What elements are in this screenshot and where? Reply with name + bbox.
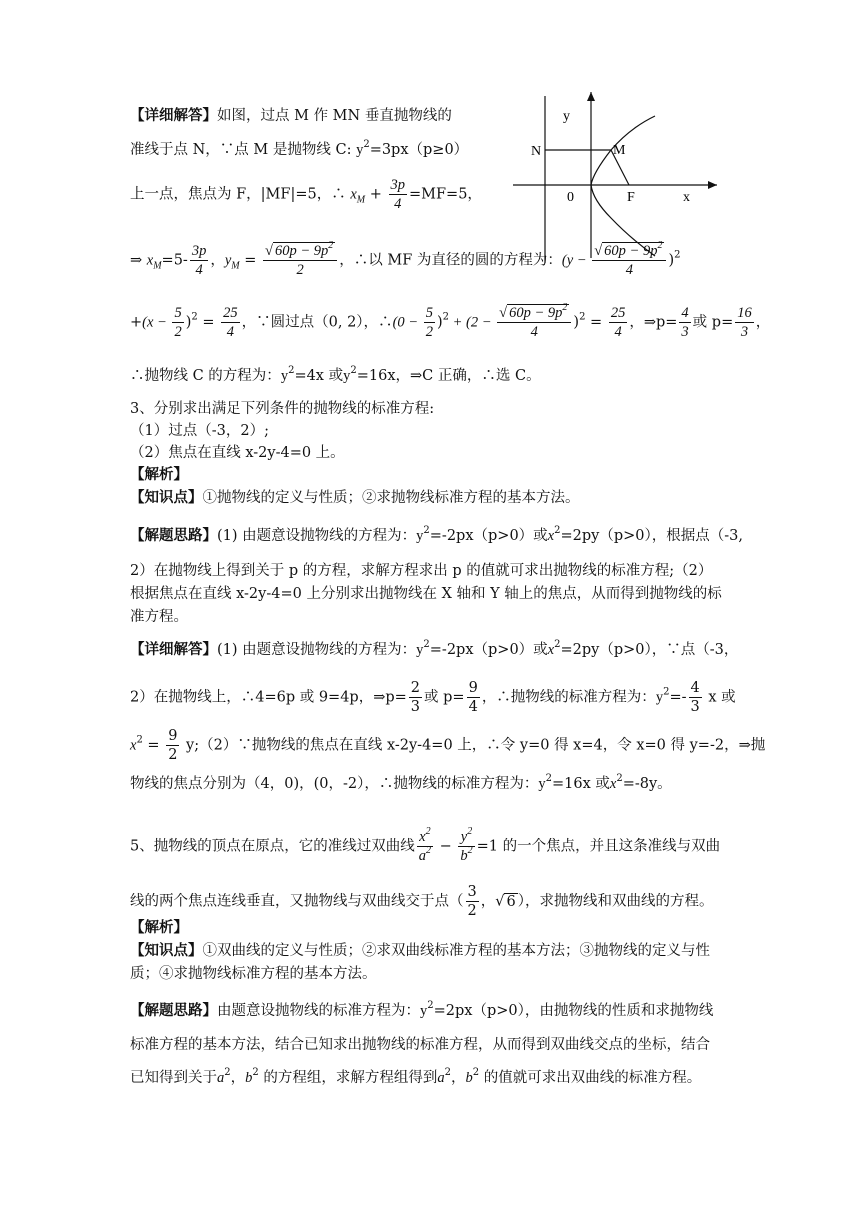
text-span: − [434,838,457,855]
text-span: = [585,314,607,331]
text-span: + [365,186,387,203]
superscript: 2 [252,1067,259,1078]
text-span: =- [669,689,687,706]
subscript: M [356,194,366,206]
superscript: 2 [288,365,295,376]
text-line [130,242,681,279]
fraction: $\frac{5}{2}$ [174,305,182,340]
text-span: y;（2）∵抛物线的焦点在直线 x-2y-4=0 上，∴令 y=0 得 x=4，令 x=0 得 y=-2，⇒抛 [181,737,766,754]
superscript: 2 [444,1067,451,1078]
fraction: $\frac{9}{4}$ [468,680,478,715]
text-line [130,774,672,794]
superscript: 2 [545,773,552,784]
superscript: 2 [136,734,143,746]
analysis-heading: 【解析】 [130,919,188,936]
text-line [130,727,765,764]
y-axis-arrow [587,92,595,101]
text-span: ， [755,314,771,331]
superscript: 2 [363,139,370,150]
x-axis-arrow [708,181,717,189]
question-3-part-2: （2）焦点在直线 x-2y-4=0 上。 [130,445,345,461]
math-var: x [609,776,617,792]
fraction: $\frac{16}{3}$ [737,305,752,340]
math-var: y [420,1003,428,1019]
text-span: =2px（p>0），由抛物线的性质和求抛物线 [433,1003,714,1019]
text-span: 上一点，焦点为 F，|MF|=5，∴ [130,186,351,203]
superscript: 2 [442,311,449,323]
text-span: 线的两个焦点连线垂直，又抛物线与双曲线交于点（ [130,893,464,910]
parabola-curve [591,116,655,256]
subscript: M [153,260,162,272]
math-expr: (0 − [392,314,422,331]
text-span: =-2px（p>0）或 [429,642,548,658]
text-line: 根据焦点在直线 x-2y-4=0 上分别求出抛物线在 X 轴和 Y 轴上的焦点，从而得到抛物线的标 [130,586,722,602]
fraction: $\frac{25}{4}$ [223,305,238,340]
text-span: ，∴以 MF 为直径的圆的方程为： [339,252,562,269]
math-var: a [437,1070,445,1086]
text-span: ），求抛物线和双曲线的方程。 [517,893,714,910]
analysis-heading: 【解析】 [130,466,188,483]
fraction: $\frac{3p}{4}$ [390,177,405,212]
text-span: ， [480,893,496,910]
text-line [130,366,541,386]
fraction: $\frac{5}{2}$ [425,305,433,340]
section-tag: 【知识点】 [130,489,203,506]
math-var: y [356,142,364,158]
text-span: 由题意设抛物线的标准方程为： [217,1003,420,1019]
text-line [130,176,482,213]
text-span: ， [230,1070,246,1086]
superscript: 2 [423,525,430,536]
section-tag: 【解题思路】 [130,1002,217,1019]
question-5 [130,828,720,865]
math-var: x [130,737,137,754]
superscript: 2 [224,1067,231,1078]
text-line: 线的两个焦点连线垂直，又抛物线与双曲线交于点（ $\frac{3}{2}$ ，√ 6 ），求抛物线和双曲线的方程。 [130,884,714,919]
section-tag: 【知识点】 [130,942,203,959]
text-span: (1) 由题意设抛物线的方程为： [217,642,417,658]
superscript: 2 [579,311,586,323]
superscript: 2 [663,686,670,698]
text-span: (1) 由题意设抛物线的方程为： [217,528,417,544]
text-span: =4x 或 [294,368,344,384]
fraction: $\frac{4}{3}$ [681,305,689,340]
text-span: =MF=5， [409,186,482,203]
section-tag: 【解题思路】 [130,527,217,544]
text-line [130,1068,701,1088]
text-span: ) [436,314,443,331]
text-line [130,1001,713,1021]
text-span: =16x 或 [552,776,610,792]
text-line: 准方程。 [130,609,188,625]
text-span: ， [210,252,225,269]
parabola-figure [505,88,725,268]
fraction: $\frac{2}{3}$ [410,680,421,715]
text-span: 如图，过点 M 作 MN 垂直抛物线的 [217,108,452,124]
subscript: M [231,260,240,272]
text-span: 的值就可求出双曲线的标准方程。 [479,1070,702,1086]
text-span: 或 p= [424,689,465,706]
text-line: 标准方程的基本方法，结合已知求出抛物线的标准方程，从而得到双曲线交点的坐标，结合 [130,1037,710,1053]
question-3: 3、分别求出满足下列条件的抛物线的标准方程: [130,401,435,417]
math-expr: (y − [561,252,591,269]
text-span: ) [185,314,192,331]
text-span: 5、抛物线的顶点在原点，它的准线过双曲线 [130,838,415,855]
text-span: = [142,737,165,754]
superscript: 2 [674,249,681,261]
text-line [130,106,452,126]
math-var: y [224,252,232,269]
fraction: $\frac{4}{3}$ [690,680,700,715]
text-span: 或 p= [692,314,734,331]
text-span: 物线的焦点分别为（4，0)，(0，-2），∴抛物线的标准方程为： [130,776,539,792]
text-line [130,140,468,160]
text-span: ， [450,1070,466,1086]
text-span: 的方程组，求解方程组得到 [258,1070,438,1086]
math-expr: + (2 − [448,314,496,331]
label-y: y [563,109,570,124]
text-span: ，⇒p= [629,314,678,331]
superscript: 2 [191,311,198,323]
math-var: y [538,776,546,792]
superscript: 2 [616,773,623,784]
text-line [130,941,710,961]
fraction: $\frac{9}{2}$ [168,728,178,763]
superscript: 2 [554,639,561,650]
fraction: $\frac{√ 60p - 9p^2}{4}$ [592,242,666,279]
math-var: x [547,642,555,658]
text-line [130,488,580,508]
text-span: x 或 [703,689,736,706]
fraction: $\frac{25}{4}$ [610,305,626,340]
superscript: 2 [423,639,430,650]
text-span: =-2px（p>0）或 [429,528,548,544]
text-span: =1 的一个焦点，并且这条准线与双曲 [476,838,721,855]
math-var: y [416,642,424,658]
math-var: x [350,186,357,203]
text-line: 质；④求抛物线标准方程的基本方法。 [130,966,377,982]
text-span: ) [573,314,580,331]
math-var: y [280,368,289,384]
question-3-part-1: （1）过点（-3，2）; [130,423,269,439]
text-line [130,304,770,341]
superscript: 2 [427,1000,434,1011]
text-span: ) [668,252,675,269]
text-span: ，∴抛物线的标准方程为： [481,689,656,706]
math-var: b [465,1070,473,1086]
math-var: x [146,252,154,269]
text-line: 2）在抛物线上得到关于 p 的方程，求解方程求出 p 的值就可求出抛物线的标准方程;（2） [130,563,713,579]
superscript: 2 [554,525,561,536]
fraction: $\frac{x^2}{a^2}$ [418,826,431,864]
fraction: $\frac{3p}{4}$ [191,243,207,278]
fraction: $\frac{√ 60p - 9p^2}{4}$ [497,304,571,341]
label-n: N [531,144,542,159]
fraction: $\frac{√ 60p - 9p^2}{2}$ [263,242,337,279]
text-span: =2py（p>0），∵点（-3， [560,642,739,658]
math-var: y [343,368,351,384]
text-span: 2）在抛物线上，∴4=6p 或 9=4p，⇒p= [130,689,407,706]
math-var: y [416,528,424,544]
text-span: ，∵圆过点（0, 2），∴ [241,314,393,331]
fraction: $\frac{3}{2}$ [467,884,477,919]
text-span: =2py（p>0），根据点（-3, [560,528,743,544]
superscript: 2 [472,1067,480,1078]
text-span: =3px（p≥0） [369,142,469,158]
math-expr: (x − [142,314,171,331]
text-span: ①抛物线的定义与性质；②求抛物线标准方程的基本方法。 [202,490,580,506]
text-span: 准线于点 N，∵点 M 是抛物线 C: [130,142,357,158]
text-span: ⇒ [130,252,147,269]
text-span: ①双曲线的定义与性质；②求双曲线标准方程的基本方法；③抛物线的定义与性 [202,943,710,959]
section-tag: 【详细解答】 [130,641,217,658]
text-span: =16x，⇒C 正确，∴选 C。 [356,368,541,384]
sqrt-value: 6 [506,893,516,910]
math-var: y [655,689,664,706]
text-line [130,679,736,716]
math-var: b [245,1070,253,1086]
text-span: + [130,314,143,331]
text-span: = [239,252,261,269]
superscript: 2 [350,365,357,376]
text-span: =5- [161,252,188,269]
text-line [130,640,738,660]
text-span: ∴抛物线 C 的方程为： [130,368,281,384]
fraction: $\frac{y^2}{b^2}$ [460,826,473,864]
text-span: =-8y。 [622,776,672,792]
math-var: x [547,528,555,544]
label-origin: 0 [567,190,574,205]
section-tag: 【详细解答】 [130,107,217,124]
text-line [130,526,743,546]
label-x: x [683,190,690,205]
text-span: 已知得到关于 [130,1070,217,1086]
text-span: = [197,314,220,331]
label-m: M [613,143,626,158]
math-var: a [217,1070,225,1086]
label-f: F [627,190,635,205]
